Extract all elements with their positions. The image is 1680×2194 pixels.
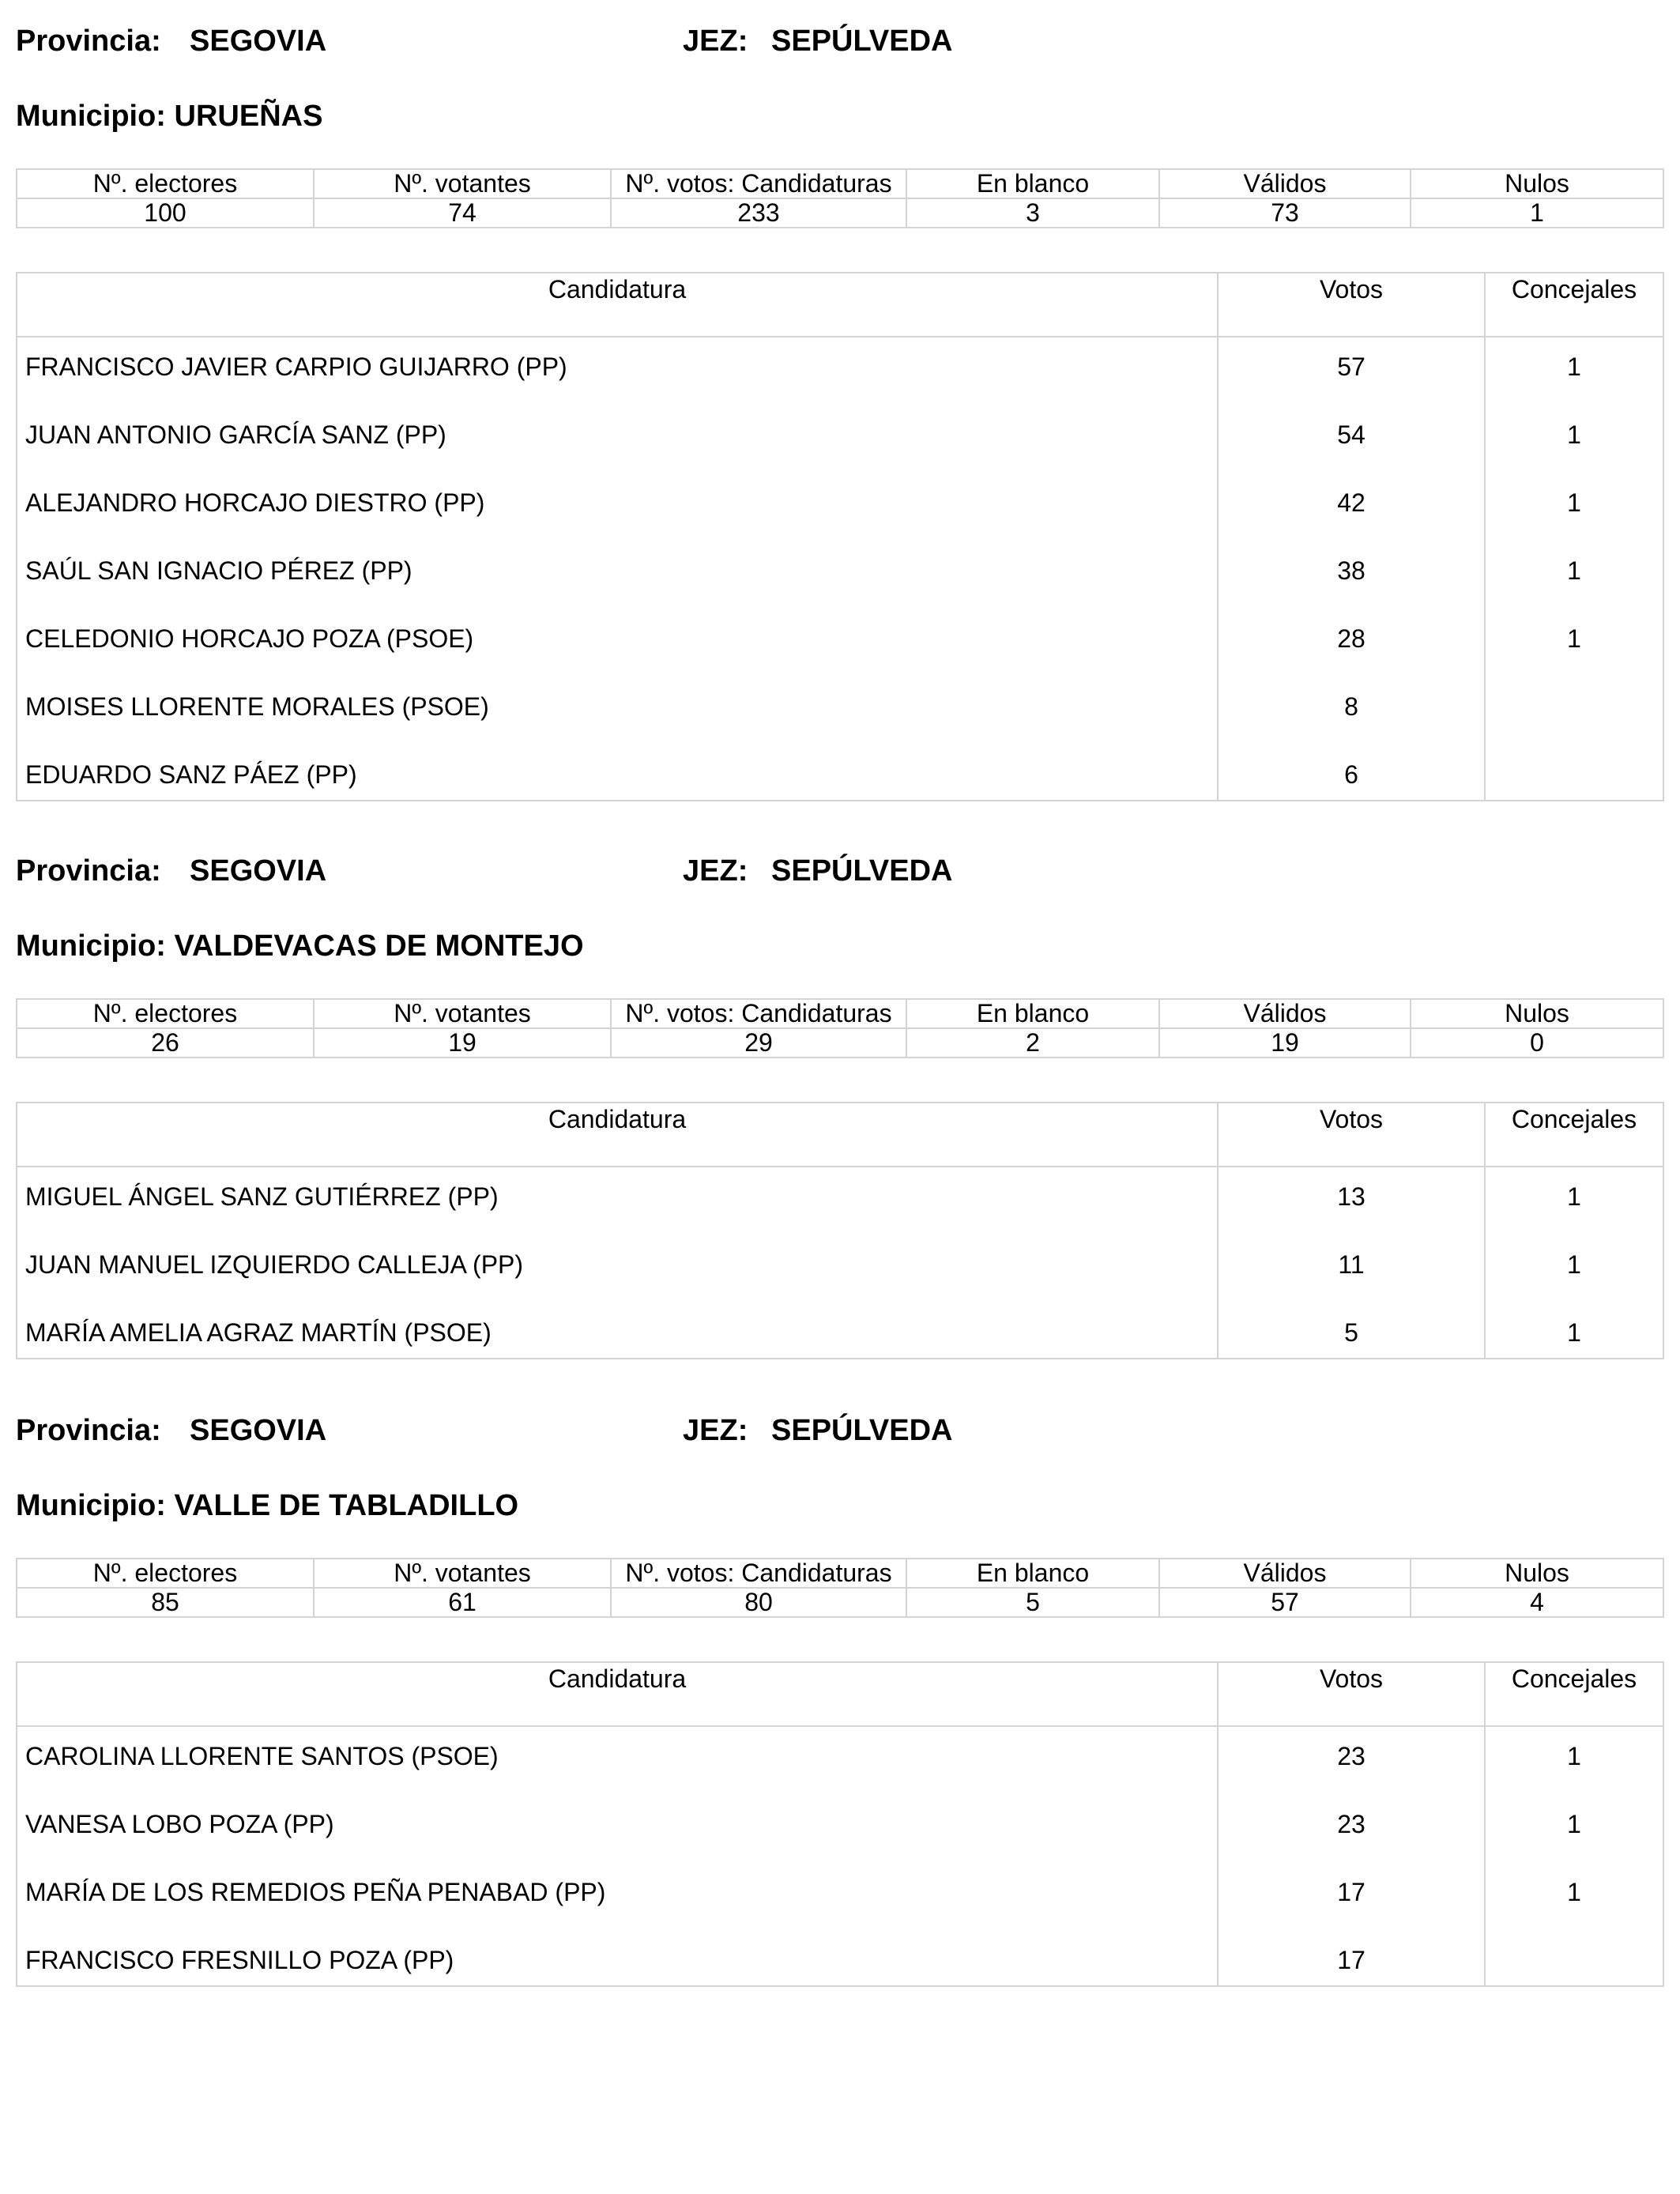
stats-table: [16, 1558, 1664, 1618]
candidates-header-row: [17, 1662, 1663, 1726]
candidate-concejales: 1: [1567, 556, 1581, 585]
stats-header-cell: En blanco: [906, 999, 1159, 1028]
candidate-concejales: 1: [1567, 1318, 1581, 1347]
stats-value-cell: 3: [906, 198, 1159, 228]
stats-value-cell: 85: [17, 1588, 314, 1617]
candidate-name: FRANCISCO FRESNILLO POZA (PP): [25, 1946, 454, 1974]
stats-value-cell: 0: [1411, 1028, 1663, 1057]
stats-header-cell: Nº. votantes: [314, 1559, 611, 1588]
stats-value-cell: 80: [611, 1588, 906, 1617]
candidate-concejales: [1486, 760, 1663, 800]
candidates-table: [16, 1102, 1664, 1359]
provincia-value: SEGOVIA: [190, 854, 327, 888]
stats-header-cell: Nº. votos: Candidaturas: [611, 999, 906, 1028]
provincia-label: Provincia:: [16, 854, 161, 888]
municipio-value: VALDEVACAS DE MONTEJO: [174, 929, 584, 963]
candidates-body: [17, 337, 1663, 801]
candidates-header-cell: Votos: [1218, 273, 1485, 337]
candidate-name: CAROLINA LLORENTE SANTOS (PSOE): [25, 1742, 499, 1770]
provincia-value: SEGOVIA: [190, 25, 327, 58]
municipio-title: [16, 1488, 518, 1523]
candidate-name: MARÍA AMELIA AGRAZ MARTÍN (PSOE): [25, 1318, 492, 1347]
candidate-concejales: 1: [1567, 1250, 1581, 1279]
stats-header-cell: Válidos: [1159, 169, 1411, 198]
candidate-name: VANESA LOBO POZA (PP): [25, 1810, 334, 1838]
candidate-concejales: 1: [1567, 1810, 1581, 1838]
candidates-header-cell: Votos: [1218, 1662, 1485, 1726]
candidate-name: MIGUEL ÁNGEL SANZ GUTIÉRREZ (PP): [25, 1182, 499, 1211]
stats-value-cell: 29: [611, 1028, 906, 1057]
stats-value-row: [17, 198, 1663, 228]
candidate-concejales: 1: [1567, 624, 1581, 653]
jez-value: SEPÚLVEDA: [771, 854, 953, 888]
candidate-votes: 28: [1337, 624, 1365, 653]
stats-header-cell: Nº. votos: Candidaturas: [611, 169, 906, 198]
stats-value-cell: 5: [906, 1588, 1159, 1617]
provincia-value: SEGOVIA: [190, 1414, 327, 1447]
candidate-votes: 11: [1338, 1250, 1365, 1279]
candidate-concejales: 1: [1567, 1742, 1581, 1770]
candidates-header-cell: Concejales: [1485, 1662, 1663, 1726]
candidate-votes-cell: [1218, 1726, 1485, 1986]
jez-value: SEPÚLVEDA: [771, 25, 953, 58]
candidate-names-cell: [17, 1167, 1218, 1359]
candidates-header-row: [17, 273, 1663, 337]
candidates-body: [17, 1726, 1663, 1986]
candidate-concejales: 1: [1567, 420, 1581, 449]
municipio-title: [16, 99, 322, 134]
stats-value-cell: 100: [17, 198, 314, 228]
candidate-votes-cell: [1218, 1167, 1485, 1359]
candidates-table: [16, 272, 1664, 801]
candidates-header-cell: Concejales: [1485, 1103, 1663, 1167]
candidate-votes: 57: [1337, 352, 1365, 381]
stats-value-cell: 2: [906, 1028, 1159, 1057]
stats-header-cell: Válidos: [1159, 999, 1411, 1028]
stats-header-cell: Nº. votantes: [314, 169, 611, 198]
stats-header-row: [17, 999, 1663, 1028]
candidate-name: SAÚL SAN IGNACIO PÉREZ (PP): [25, 556, 412, 585]
municipio-label: Municipio:: [16, 929, 166, 963]
candidates-header-row: [17, 1103, 1663, 1167]
candidate-concejales: [1486, 692, 1663, 760]
candidate-name: MOISES LLORENTE MORALES (PSOE): [25, 692, 489, 721]
candidate-name: JUAN ANTONIO GARCÍA SANZ (PP): [25, 420, 446, 449]
stats-value-cell: 19: [314, 1028, 611, 1057]
stats-value-row: [17, 1028, 1663, 1057]
candidate-votes: 23: [1337, 1742, 1365, 1770]
municipio-value: URUEÑAS: [174, 100, 323, 133]
stats-table: [16, 998, 1664, 1058]
stats-value-row: [17, 1588, 1663, 1617]
stats-header-cell: Válidos: [1159, 1559, 1411, 1588]
candidates-header-cell: Concejales: [1485, 273, 1663, 337]
stats-table: [16, 168, 1664, 228]
candidate-name: EDUARDO SANZ PÁEZ (PP): [25, 760, 357, 789]
candidate-votes: 23: [1337, 1810, 1365, 1838]
stats-value-cell: 61: [314, 1588, 611, 1617]
candidate-votes: 38: [1337, 556, 1365, 585]
candidate-concejales: 1: [1567, 352, 1581, 381]
provincia-label: Provincia:: [16, 25, 161, 58]
stats-header-cell: En blanco: [906, 1559, 1159, 1588]
candidates-header-cell: Candidatura: [17, 1103, 1218, 1167]
stats-header-cell: Nulos: [1411, 169, 1663, 198]
candidate-concejales: 1: [1567, 1878, 1581, 1906]
stats-header-cell: En blanco: [906, 169, 1159, 198]
candidate-concejales-cell: [1485, 1167, 1663, 1359]
candidate-votes: 42: [1337, 488, 1365, 517]
stats-header-row: [17, 169, 1663, 198]
municipio-label: Municipio:: [16, 1489, 166, 1522]
candidate-names-cell: [17, 337, 1218, 801]
jez-value: SEPÚLVEDA: [771, 1414, 953, 1447]
candidate-votes: 5: [1344, 1318, 1358, 1347]
candidate-concejales-cell: [1485, 337, 1663, 801]
stats-header-cell: Nº. electores: [17, 999, 314, 1028]
stats-value-cell: 1: [1411, 198, 1663, 228]
provincia-label: Provincia:: [16, 1414, 161, 1447]
municipio-label: Municipio:: [16, 100, 166, 133]
candidate-concejales: 1: [1567, 488, 1581, 517]
jez-label: JEZ:: [683, 25, 748, 58]
candidate-votes: 54: [1337, 420, 1365, 449]
candidate-votes: 13: [1337, 1182, 1365, 1211]
stats-header-row: [17, 1559, 1663, 1588]
candidate-name: FRANCISCO JAVIER CARPIO GUIJARRO (PP): [25, 352, 567, 381]
municipio-value: VALLE DE TABLADILLO: [174, 1489, 519, 1522]
candidate-votes: 17: [1337, 1946, 1365, 1974]
candidates-table: [16, 1661, 1664, 1987]
stats-value-cell: 73: [1159, 198, 1411, 228]
candidate-votes: 8: [1344, 692, 1358, 721]
jez-label: JEZ:: [683, 854, 748, 888]
municipio-title: [16, 929, 584, 963]
jez-label: JEZ:: [683, 1414, 748, 1447]
candidate-name: JUAN MANUEL IZQUIERDO CALLEJA (PP): [25, 1250, 524, 1279]
stats-header-cell: Nº. votos: Candidaturas: [611, 1559, 906, 1588]
candidate-votes: 6: [1344, 760, 1358, 789]
stats-value-cell: 233: [611, 198, 906, 228]
candidate-concejales: [1486, 1946, 1663, 1985]
stats-header-cell: Nº. electores: [17, 1559, 314, 1588]
candidate-votes: 17: [1337, 1878, 1365, 1906]
candidate-name: MARÍA DE LOS REMEDIOS PEÑA PENABAD (PP): [25, 1878, 606, 1906]
stats-header-cell: Nº. electores: [17, 169, 314, 198]
candidate-names-cell: [17, 1726, 1218, 1986]
candidate-votes-cell: [1218, 337, 1485, 801]
stats-value-cell: 26: [17, 1028, 314, 1057]
candidates-header-cell: Votos: [1218, 1103, 1485, 1167]
candidates-header-cell: Candidatura: [17, 1662, 1218, 1726]
stats-header-cell: Nulos: [1411, 1559, 1663, 1588]
candidate-concejales-cell: [1485, 1726, 1663, 1986]
stats-header-cell: Nulos: [1411, 999, 1663, 1028]
stats-value-cell: 19: [1159, 1028, 1411, 1057]
stats-value-cell: 74: [314, 198, 611, 228]
candidate-concejales: 1: [1567, 1182, 1581, 1211]
stats-header-cell: Nº. votantes: [314, 999, 611, 1028]
candidate-name: CELEDONIO HORCAJO POZA (PSOE): [25, 624, 474, 653]
candidates-body: [17, 1167, 1663, 1359]
candidate-name: ALEJANDRO HORCAJO DIESTRO (PP): [25, 488, 485, 517]
stats-value-cell: 57: [1159, 1588, 1411, 1617]
candidates-header-cell: Candidatura: [17, 273, 1218, 337]
stats-value-cell: 4: [1411, 1588, 1663, 1617]
